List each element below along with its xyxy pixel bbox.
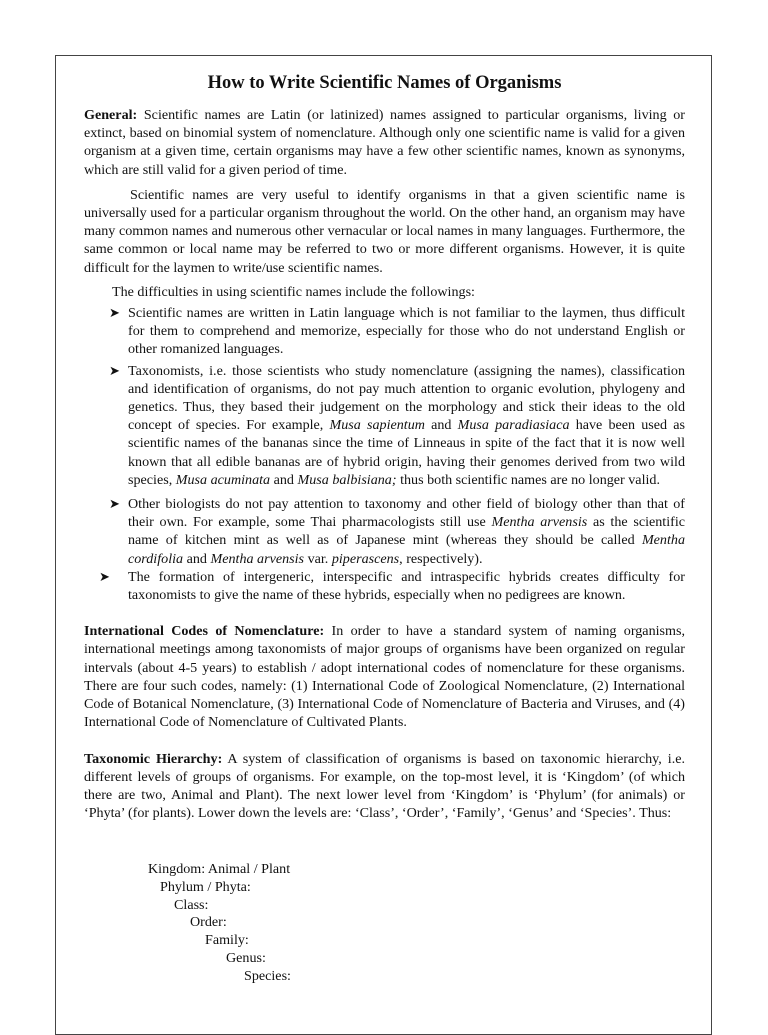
- arrow-bullet-icon: ➤: [109, 362, 120, 378]
- list-item-text: Scientific names are written in Latin language which is not familiar to the laymen, thus difficult for them to comprehend and memorize, especially for those who do not understand English or other romanized languages.: [128, 305, 685, 358]
- document-content: [84, 56, 685, 822]
- hierarchy-level-family: Family:: [205, 932, 249, 949]
- list-item-text: and: [270, 471, 298, 488]
- list-item-text: Other biologists do not pay attention to taxonomy and other field of biology other than that of their own. For example, some Thai pharmacologists still use: [128, 496, 685, 531]
- arrow-bullet-icon: ➤: [109, 305, 120, 321]
- hierarchy-level-kingdom: Kingdom: Animal / Plant: [148, 861, 291, 877]
- hierarchy-level-phylum: Phylum / Phyta:: [160, 878, 251, 895]
- list-item-text: , respectively).: [399, 550, 483, 567]
- hierarchy-level-order: Order:: [190, 914, 227, 931]
- arrow-bullet-icon: ➤: [99, 568, 110, 584]
- list-item-text: thus both scientific names are no longer valid.: [396, 471, 660, 488]
- hierarchy-heading: Taxonomic Hierarchy:: [84, 750, 223, 767]
- species-name: Musa balbisiana;: [297, 471, 397, 488]
- difficulties-list-continued: [84, 568, 685, 604]
- list-item-text: and: [424, 417, 458, 434]
- hierarchy-level-class: Class:: [174, 896, 209, 913]
- codes-paragraph: [84, 622, 685, 731]
- list-item: [109, 362, 685, 489]
- difficulties-intro: The difficulties in using scientific names include the followings:: [112, 283, 475, 300]
- codes-heading: International Codes of Nomenclature:: [84, 623, 325, 640]
- general-heading: General:: [84, 107, 138, 123]
- hierarchy-level-species: Species:: [244, 967, 291, 984]
- arrow-bullet-icon: ➤: [109, 496, 120, 512]
- list-item: [99, 568, 685, 604]
- scientific-names-paragraph: Scientific names are very useful to identify organisms in that a given scientific name is universally used for a particular organism throughout the world. On the other hand, an organism may have many common names and numerous other vernacular or local names in many languages. Furthermore, the same common or local name may be referred to two or more different organisms. However, it is quite difficult for the laymen to write/use scientific names.: [84, 186, 685, 276]
- list-item: [109, 495, 685, 568]
- codes-text: In order to have a standard system of naming organisms, international meetings among taxonomists of major groups of organisms have been organized on regular intervals (about 4-5 years) to establish / adopt international codes of nomenclature for these organisms. There are four such codes, namely: (1) International Code of Zoological Nomenclature, (2) International Code of Botanical Nomenclature, (3) International Code of Nomenclature of Bacteria and Viruses, and (4) International Code of Nomenclature of Cultivated Plants.: [84, 623, 685, 731]
- list-item-text: and: [183, 550, 211, 567]
- species-name: Mentha cordifolia: [128, 532, 685, 567]
- species-name: Musa acuminata: [175, 471, 271, 488]
- document-page: [55, 55, 712, 1035]
- hierarchy-paragraph: [84, 750, 685, 823]
- list-item-text: var.: [304, 550, 332, 567]
- hierarchy-level-genus: Genus:: [226, 949, 266, 966]
- page-title: How to Write Scientific Names of Organisms: [207, 73, 562, 93]
- species-name: piperascens: [331, 550, 400, 567]
- hierarchy-text: A system of classification of organisms is based on taxonomic hierarchy, i.e. different levels of groups of organisms. For example, on the top-most level, it is ‘Kingdom’ (of which there are two, Animal and Plant). The next lower level from ‘Kingdom’ is ‘Phylum’ (for animals) or ‘Phyta’ (for plants). Lower down the levels are: ‘Class’, ‘Order’, ‘Family’, ‘Genus’ and ‘Species’. Thus:: [84, 750, 685, 822]
- species-name: Musa sapientum: [329, 417, 425, 434]
- general-text: Scientific names are Latin (or latinized) names assigned to particular organisms, living or extinct, based on binomial system of nomenclature. Although only one scientific name is valid for a given organism at a given time, certain organisms may have a few other scientific names, known as synonyms, which are still valid for a given period of time.: [84, 107, 685, 178]
- list-item-text: Taxonomists, i.e. those scientists who study nomenclature (assigning the names), classification and identification of organisms, do not pay much attention to organic evolution, phylogeny and genetics. Thus, they based their judgement on the morphology and stick their ideas to the old concept of species. For example,: [128, 362, 685, 434]
- hierarchy-list: [148, 861, 291, 986]
- general-paragraph: [84, 106, 685, 179]
- list-item: [109, 304, 685, 359]
- list-item-text: as the scientific name of kitchen mint as well as of Japanese mint (whereas they should be called: [128, 514, 685, 549]
- species-name: Mentha arvensis: [210, 550, 305, 567]
- list-item-text: have been used as scientific names of the bananas since the time of Linneaus in spite of the fact that it is now well known that all edible bananas are of hybrid origin, having their genomes derived from two wild species,: [128, 417, 686, 488]
- species-name: Mentha arvensis: [491, 514, 588, 531]
- species-name: Musa paradiasiaca: [457, 417, 570, 434]
- list-item-text: The formation of intergeneric, interspecific and intraspecific hybrids creates difficulty for taxonomists to give the name of these hybrids, especially when no pedigrees are known.: [128, 568, 685, 604]
- difficulties-list: [84, 304, 685, 568]
